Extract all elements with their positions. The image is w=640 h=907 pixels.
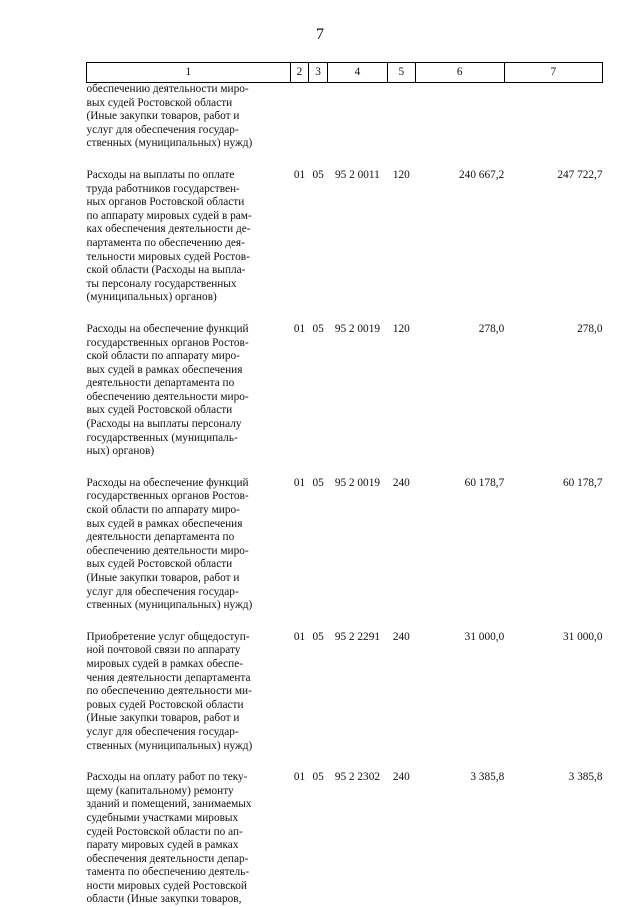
- row-name-cell: Расходы на выплаты по оплате труда работников государствен- ных органов Ростовской области по аппарату мировых судей в рам- ках обеспечения деятельности де- партамента по обеспечению дея- тельности мировых судей Ростов- ской области (Расходы на выпла- ты персоналу государственных (муниципальных) органов): [86, 168, 252, 304]
- row-amount2-cell: 278,0: [577, 322, 603, 335]
- row-amount-cell: 3 385,8: [470, 771, 505, 784]
- row-amount2-cell: 247 722,7: [557, 168, 603, 181]
- header-cell-6: 6: [415, 63, 504, 83]
- row-vr-cell: [387, 83, 415, 160]
- row-rz-cell: 01: [293, 322, 306, 335]
- row-csr-cell: [327, 83, 387, 160]
- row-csr-cell: 95 2 0019: [334, 476, 380, 489]
- row-rz-cell: 01: [293, 771, 306, 784]
- row-pr-cell: [309, 83, 328, 160]
- table-row: [87, 83, 603, 160]
- table-row: [87, 622, 603, 762]
- row-vr-cell: 240: [392, 630, 410, 643]
- row-name-cell: обеспечению деятельности миро- вых судей Ростовской области (Иные закупки товаров, работ и услуг для обеспечения государ- ственных (муниципальных) нужд): [86, 83, 253, 150]
- table-row: [87, 468, 603, 622]
- row-csr-cell: 95 2 0011: [335, 168, 380, 181]
- row-name-cell: Расходы на обеспечение функций государственных органов Ростов- ской области по аппарату миро- вых судей в рамках обеспечения деятельности департамента по обеспечению деятельности миро- вых судей Ростовской области (Иные закупки товаров, работ и услуг для обеспечения государ- ственных (муниципальных) нужд): [86, 476, 253, 612]
- row-amount-cell: 31 000,0: [464, 630, 505, 643]
- row-pr-cell: 05: [312, 168, 324, 181]
- table-row: [87, 762, 603, 907]
- row-csr-cell: 95 2 0019: [334, 322, 380, 335]
- page-number: 7: [316, 26, 324, 43]
- row-amount2-cell: 31 000,0: [562, 630, 603, 643]
- header-cell-3: 3: [309, 63, 328, 83]
- row-name-cell: Расходы на обеспечение функций государственных органов Ростов- ской области по аппарату миро- вых судей в рамках обеспечения деятельности департамента по обеспечению деятельности миро- вых судей Ростовской области (Расходы на выплаты персоналу государственных (муниципаль- ных) органов): [86, 322, 249, 458]
- row-rz-cell: 01: [293, 630, 306, 643]
- row-pr-cell: 05: [312, 771, 324, 784]
- row-amount-cell: [415, 83, 504, 160]
- row-pr-cell: 05: [312, 322, 324, 335]
- table-row: [87, 314, 603, 468]
- header-cell-1: 1: [87, 63, 291, 83]
- row-rz-cell: [290, 83, 309, 160]
- row-rz-cell: 01: [293, 476, 306, 489]
- row-amount2-cell: 3 385,8: [568, 771, 603, 784]
- row-pr-cell: 05: [312, 630, 324, 643]
- row-pr-cell: 05: [312, 476, 324, 489]
- row-name-cell: Приобретение услуг общедоступ- ной почтовой связи по аппарату мировых судей в рамках обеспе- чения деятельности департамента по обеспечению деятельности ми- ровых судей Ростовской области (Иные закупки товаров, работ и услуг для обеспечения государ- ственных (муниципальных) нужд): [86, 630, 253, 752]
- row-csr-cell: 95 2 2291: [334, 630, 380, 643]
- row-csr-cell: 95 2 2302: [334, 771, 380, 784]
- header-cell-2: 2: [290, 63, 309, 83]
- budget-table: [86, 62, 603, 907]
- table-row: [87, 160, 603, 314]
- header-cell-7: 7: [504, 63, 602, 83]
- header-row: [87, 63, 603, 83]
- row-amount2-cell: [504, 83, 602, 160]
- row-amount-cell: 60 178,7: [464, 476, 505, 489]
- row-name-cell: Расходы на оплату работ по теку- щему (капитальному) ремонту зданий и помещений, занимаемых судебными участками мировых судей Ростовской области по ап- парату мировых судей в рамках обеспечения деятельности депар- тамента по обеспечению деятель- ности мировых судей Ростовской области (Иные закупки товаров,: [86, 771, 252, 906]
- row-vr-cell: 240: [392, 476, 410, 489]
- row-amount-cell: 278,0: [478, 322, 505, 335]
- header-cell-5: 5: [387, 63, 415, 83]
- row-vr-cell: 120: [392, 168, 410, 181]
- row-vr-cell: 120: [392, 322, 410, 335]
- row-amount2-cell: 60 178,7: [562, 476, 603, 489]
- row-vr-cell: 240: [392, 771, 410, 784]
- row-rz-cell: 01: [293, 168, 306, 181]
- header-cell-4: 4: [327, 63, 387, 83]
- row-amount-cell: 240 667,2: [459, 168, 505, 181]
